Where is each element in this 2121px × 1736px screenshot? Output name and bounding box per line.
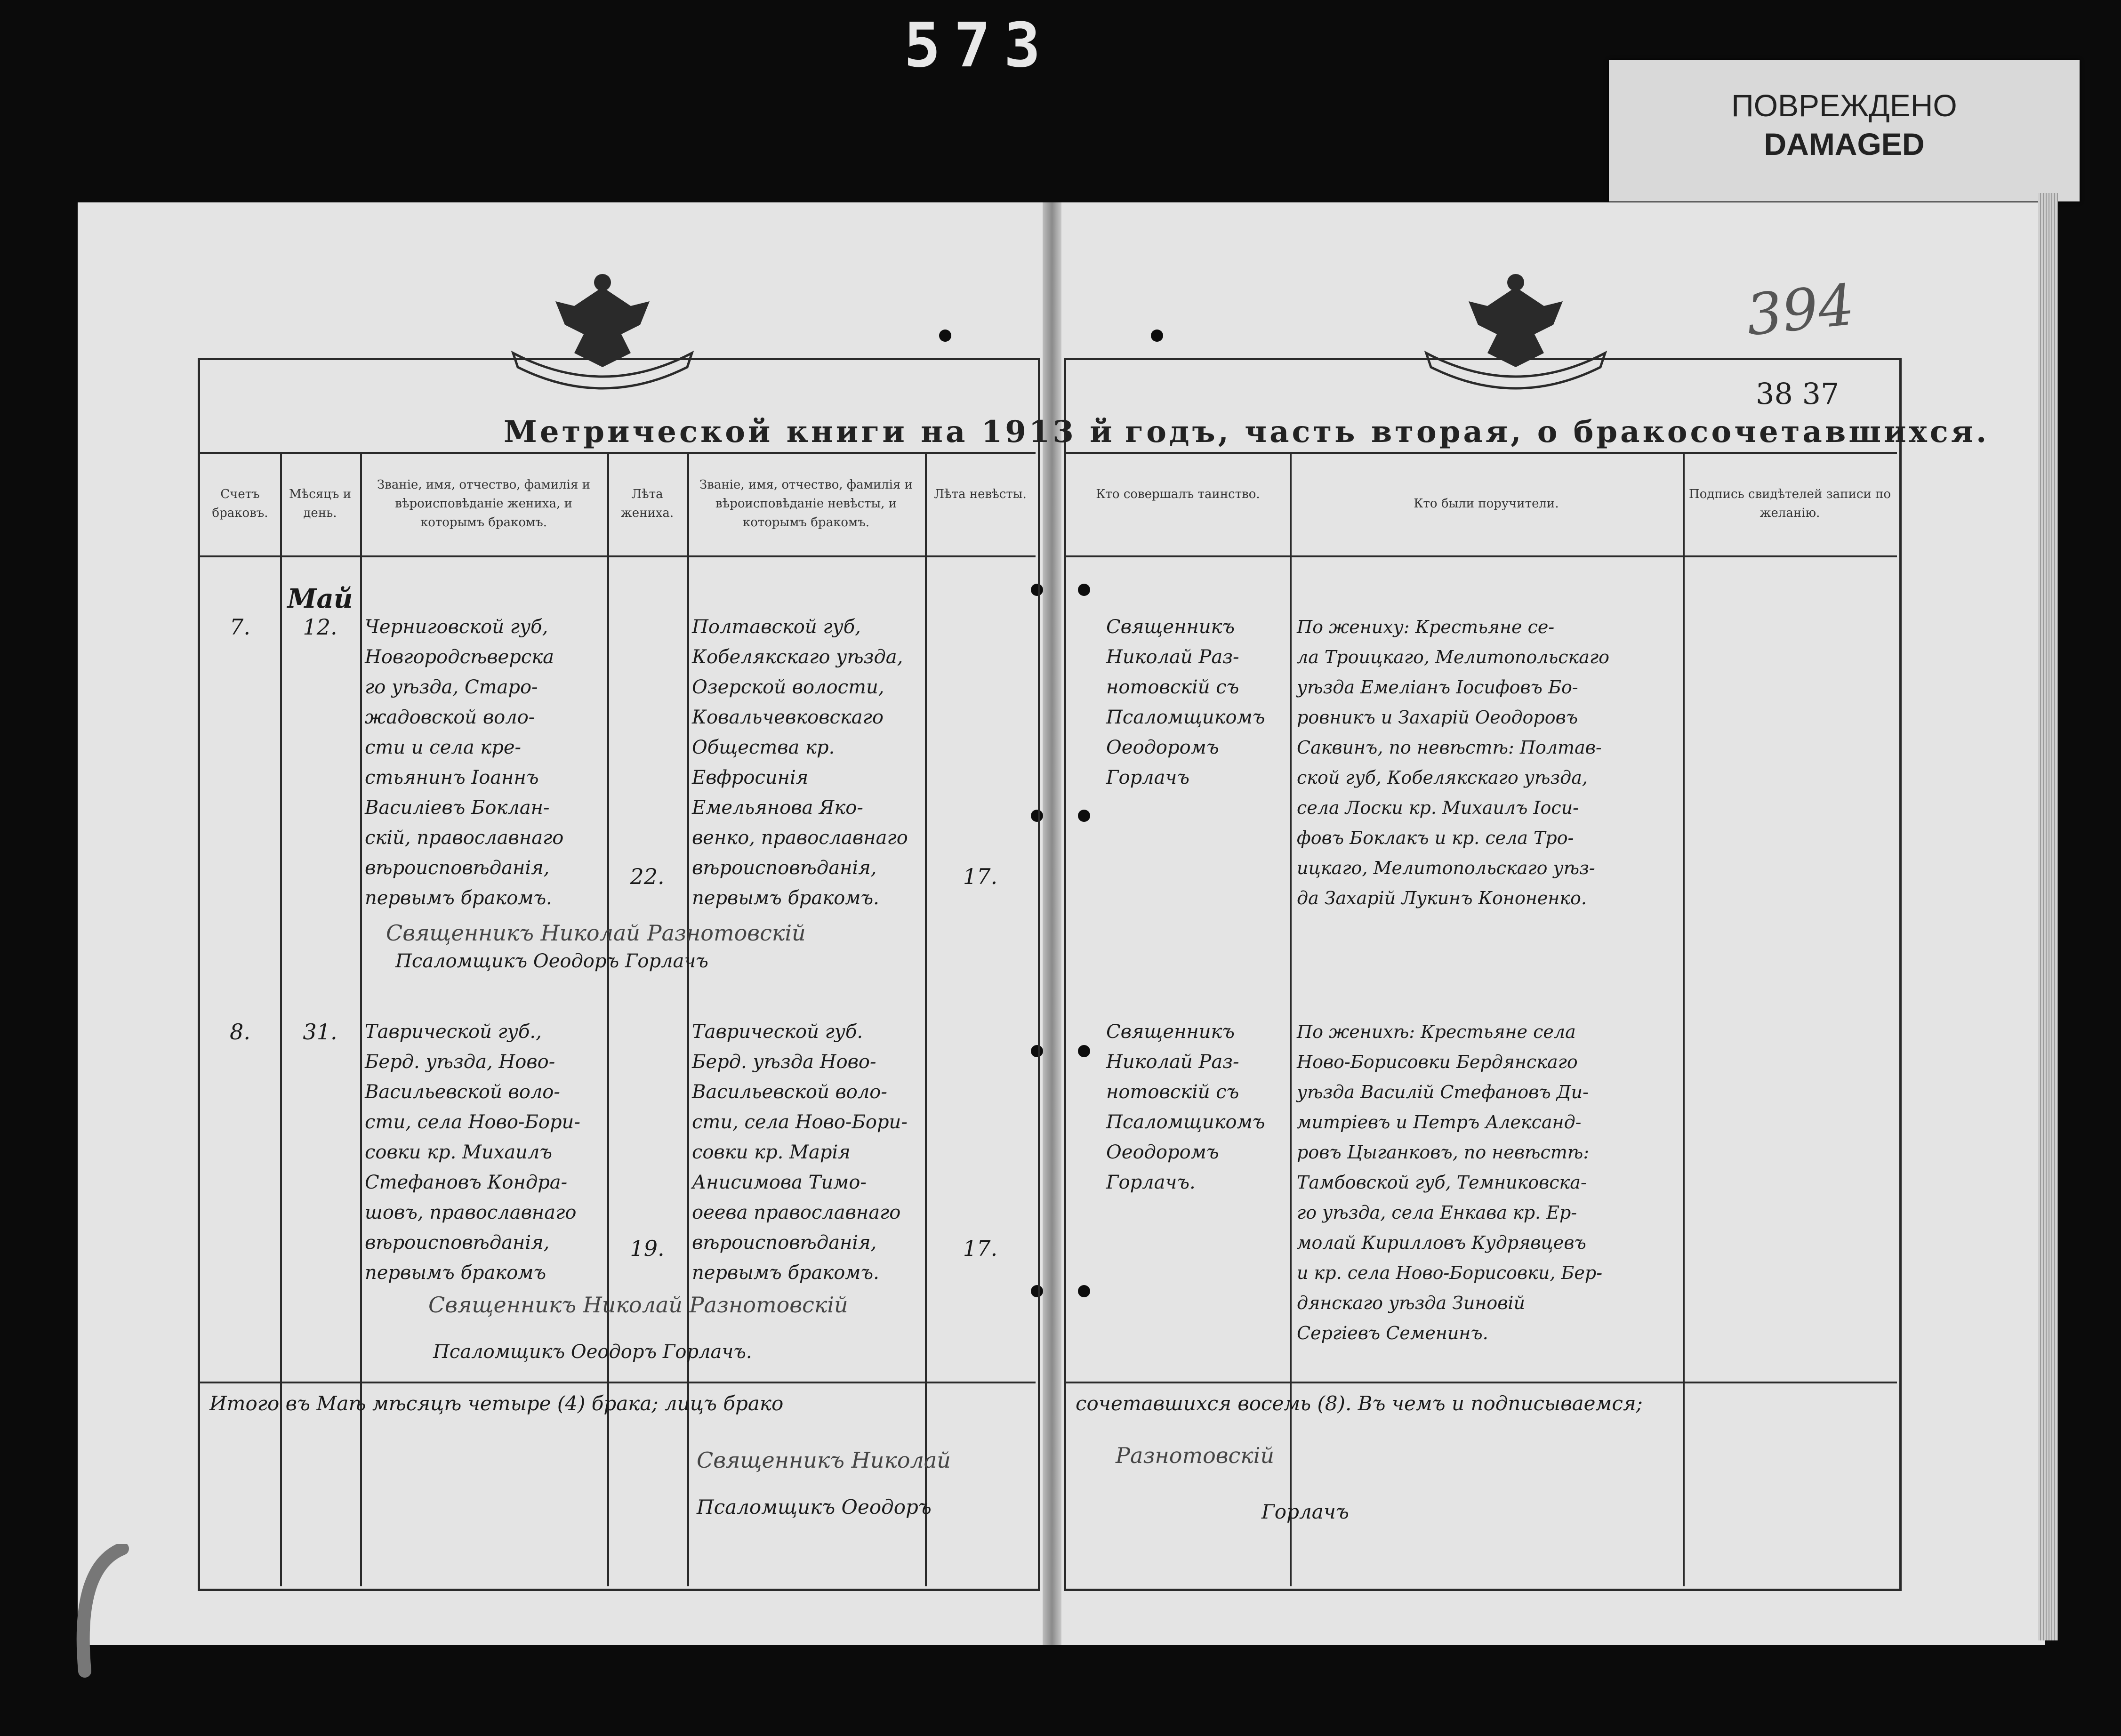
bride-age: 17.: [963, 1236, 998, 1261]
priest-signature: Священникъ Николай Разнотовскій: [386, 920, 806, 946]
header-bride-age: Лѣта невѣсты.: [934, 487, 1027, 501]
header-bride: Званіе, имя, отчество, фамилія и вѣроисповѣданіе невѣсты, и которымъ бракомъ.: [699, 478, 913, 530]
officiant-entry: Священникъ Николай Раз- нотовскій съ Псаломщикомъ Оеодоромъ Горлачъ: [1106, 616, 1265, 788]
groom-entry: Таврической губ., Берд. уѣзда, Ново- Васильевской воло- сти, села Ново-Бори- совки кр. Михаилъ Стефановъ Кондра- шовъ, православнаго вѣроисповѣданія, первымъ бракомъ: [365, 1021, 580, 1284]
groom-entry: Черниговской губ, Новгородсѣверска го уѣзда, Старо- жадовской воло- сти и села кре- стьянинъ Іоаннъ Василіевъ Боклан- скій, православнаго вѣроисповѣданія, первымъ бракомъ.: [365, 616, 564, 909]
record-number: 7.: [230, 614, 250, 640]
page-edge-stack: [2038, 193, 2058, 1640]
header-bottom-rule-right: [1066, 555, 1897, 557]
binding-hole: [939, 330, 951, 342]
psalmist-signature: Псаломщикъ Оеодоръ Горлачъ: [395, 950, 708, 972]
header-top-rule-right: [1066, 452, 1897, 454]
bride-age: 17.: [963, 864, 998, 889]
damaged-label-en: DAMAGED: [1764, 127, 1925, 161]
bride-entry: Полтавской губ, Кобелякскаго уѣзда, Озерской волости, Ковальчевковскаго Общества кр. Евфросинія Емельянова Яко- венко, православнаго вѣроисповѣданія, первымъ бракомъ.: [692, 616, 908, 909]
final-priest-signature-left: Священникъ Николай: [697, 1447, 951, 1473]
record-day: 12.: [303, 614, 337, 640]
record-day: 31.: [303, 1019, 337, 1045]
final-psalmist-signature-right: Горлачъ: [1261, 1500, 1349, 1523]
header-month-day: Мѣсяцъ и день.: [289, 487, 352, 520]
summary-right: сочетавшихся восемь (8). Въ чемъ и подписываемся;: [1076, 1392, 1643, 1415]
officiant-entry: Священникъ Николай Раз- нотовскій съ Псаломщикомъ Оеодоромъ Горлачъ.: [1106, 1021, 1265, 1193]
groom-age: 19.: [630, 1236, 665, 1261]
psalmist-signature: Псаломщикъ Оеодоръ Горлачъ.: [433, 1341, 752, 1363]
damaged-label-ru: ПОВРЕЖДЕНО: [1731, 88, 1957, 123]
header-signatures: Подпись свидѣтелей записи по желанію.: [1689, 487, 1891, 520]
final-priest-signature-right: Разнотовскій: [1116, 1443, 1275, 1468]
film-clip: [66, 1544, 141, 1685]
binding-hole: [1151, 330, 1163, 342]
register-title-right: годъ, часть вторая, о бракосочетавшихся.: [1125, 414, 1990, 450]
header-groom: Званіе, имя, отчество, фамилія и вѣроисповѣданіе жениха, и которымъ бракомъ.: [377, 478, 590, 530]
page-annotation: 394: [1743, 272, 1857, 349]
sureties-entry: По женихѣ: Крестьяне села Ново-Борисовки Бердянскаго уѣзда Василій Стефановъ Ди- митріевъ и Петръ Александ- ровъ Цыганковъ, по невѣстѣ: Тамбовской губ, Темниковска- го уѣзда, села Енкава кр. Ер- молай Кирилловъ Кудрявцевъ и кр. села Ново-Борисовки, Бер- дянскаго уѣзда Зиновій Сергіевъ Семенинъ.: [1297, 1021, 1603, 1343]
final-psalmist-signature-left: Псаломщикъ Оеодоръ: [697, 1495, 932, 1519]
summary-rule-right: [1066, 1382, 1897, 1383]
header-groom-age: Лѣта жениха.: [620, 487, 674, 520]
header-count: Счетъ браковъ.: [212, 487, 268, 520]
page-number: 38 37: [1756, 377, 1840, 411]
month-label: Май: [287, 583, 353, 614]
sureties-entry: По жениху: Крестьяне се- ла Троицкаго, Мелитопольскаго уѣзда Емеліанъ Іосифовъ Бо- ровникъ и Захарій Оеодоровъ Саквинъ, по невѣстѣ: Полтав- ской губ, Кобелякскаго уѣзда, села Лоски кр. Михаилъ Іоси- фовъ Боклакъ и кр. села Тро- ицкаго, Мелитопольскаго уѣз- да Захарій Лукинъ Кононенко.: [1297, 617, 1609, 908]
record-number: 8.: [230, 1019, 250, 1045]
priest-signature: Священникъ Николай Разнотовскій: [428, 1292, 848, 1318]
header-bottom-rule-left: [200, 555, 1036, 557]
summary-left: Итого въ Маѣ мѣсяцѣ четыре (4) брака; лицъ брако: [209, 1392, 784, 1415]
header-top-rule-left: [200, 452, 1036, 454]
damaged-label: [1609, 60, 2080, 201]
header-sureties: Кто были поручители.: [1414, 497, 1559, 511]
bride-entry: Таврической губ. Берд. уѣзда Ново- Васильевской воло- сти, села Ново-Бори- совки кр. Марія Анисимова Тимо- оеева православнаго вѣроисповѣданія, первымъ бракомъ.: [692, 1021, 908, 1284]
frame-number: 573: [904, 9, 1054, 81]
summary-rule-left: [200, 1382, 1036, 1383]
header-officiant: Кто совершалъ таинство.: [1096, 487, 1260, 501]
register-title-left: Метрической книги на 1913 й: [504, 414, 1115, 450]
groom-age: 22.: [630, 864, 665, 889]
